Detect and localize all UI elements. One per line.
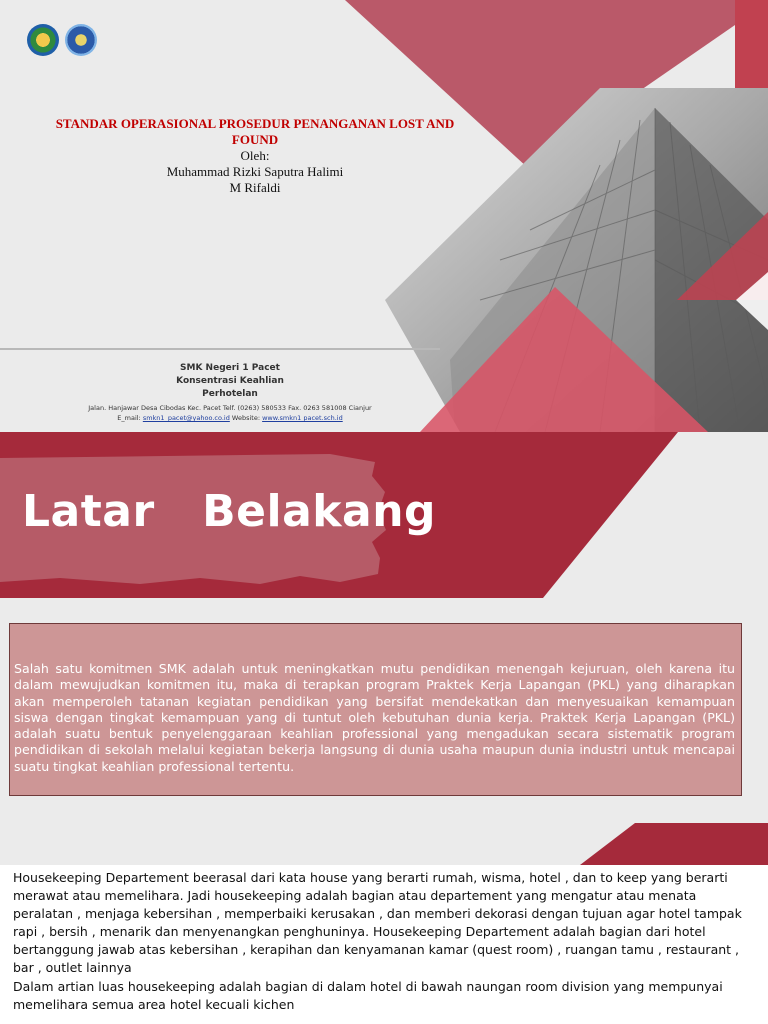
email-link[interactable]: smkn1_pacet@yahoo.co.id bbox=[142, 414, 230, 422]
housekeeping-paragraph-1: Housekeeping Departement beerasal dari kata house yang berarti rumah, wisma, hotel , dan to keep yang berarti merawat atau memelihara. Jadi housekeeping adalah bagian atau departement yang mengatur atau menata peralatan , menjaga kebersihan , memperbaiki kerusakan , dan memberi dekorasi dengan tujuan agar hotel tampak rapi , bersih , menarik dan menyenangkan penghuninya. Housekeeping Departement adalah bagian dari hotel bertanggung jawab atas kebersihan , kerapihan dan kenyamanan kamar (quest room) , ruangan tamu , restaurant , bar , outlet lainnya bbox=[13, 870, 742, 975]
school-logo-icon bbox=[27, 24, 59, 56]
housekeeping-text-section bbox=[0, 865, 768, 1024]
website-label: Website: bbox=[231, 414, 261, 422]
school-info bbox=[80, 362, 380, 423]
slide-heading: Latar Belakang bbox=[22, 486, 437, 537]
address-text: Jalan. Hanjawar Desa Cibodas Kec. Pacet Telf. (0263) 580533 Fax. 0263 581008 Cianjur bbox=[88, 404, 372, 412]
school-name: SMK Negeri 1 Pacet bbox=[180, 363, 280, 373]
website-link[interactable]: www.smkn1 pacet.sch.id bbox=[262, 414, 343, 422]
cover-slide bbox=[0, 0, 768, 432]
document-title: STANDAR OPERASIONAL PROSEDUR PENANGANAN LOST AND FOUND bbox=[55, 116, 455, 147]
background-paragraph: Salah satu komitmen SMK adalah untuk meningkatkan mutu pendidikan menengah kejuruan, oleh karena itu dalam mewujudkan komitmen itu, maka di terapkan program Praktek Kerja Lapangan (PKL) yang diharapkan akan memperoleh tatanan kegiatan pendidikan yang bersifat mendekatkan dan menyesuaikan kemampuan siswa dengan tingkat kemampuan yang di tuntut oleh kebutuhan dunia kerja. Praktek Kerja Lapangan (PKL) adalah suatu bentuk penyelenggaraan keahlian professional yang mengadukan secara sistematik program pendidikan di sekolah melalui kegiatan bekerja langsung di dunia usaha maupun dunia industri untuk mencapai suatu tingkat keahlian professional tertentu. bbox=[14, 661, 735, 774]
cover-title-block bbox=[40, 116, 470, 196]
school-address bbox=[80, 403, 380, 423]
email-label: E_mail: bbox=[117, 414, 141, 422]
housekeeping-paragraph-2: Dalam artian luas housekeeping adalah bagian di dalam hotel di bawah naungan room division yang mempunyai memelihara semua area hotel kecuali kichen bbox=[13, 979, 723, 1012]
latar-belakang-slide bbox=[0, 432, 768, 865]
author-2: M Rifaldi bbox=[229, 180, 281, 195]
by-label: Oleh: bbox=[240, 148, 270, 163]
program-name: Perhotelan bbox=[202, 389, 258, 399]
cover-divider bbox=[0, 348, 440, 350]
program-label: Konsentrasi Keahlian bbox=[176, 376, 284, 386]
author-1: Muhammad Rizki Saputra Halimi bbox=[166, 164, 344, 179]
background-textbox bbox=[9, 623, 742, 796]
regency-emblem-icon bbox=[65, 24, 97, 56]
bottom-right-shape bbox=[580, 823, 768, 865]
logo-group bbox=[27, 24, 97, 56]
red-corner-shape bbox=[735, 0, 768, 88]
